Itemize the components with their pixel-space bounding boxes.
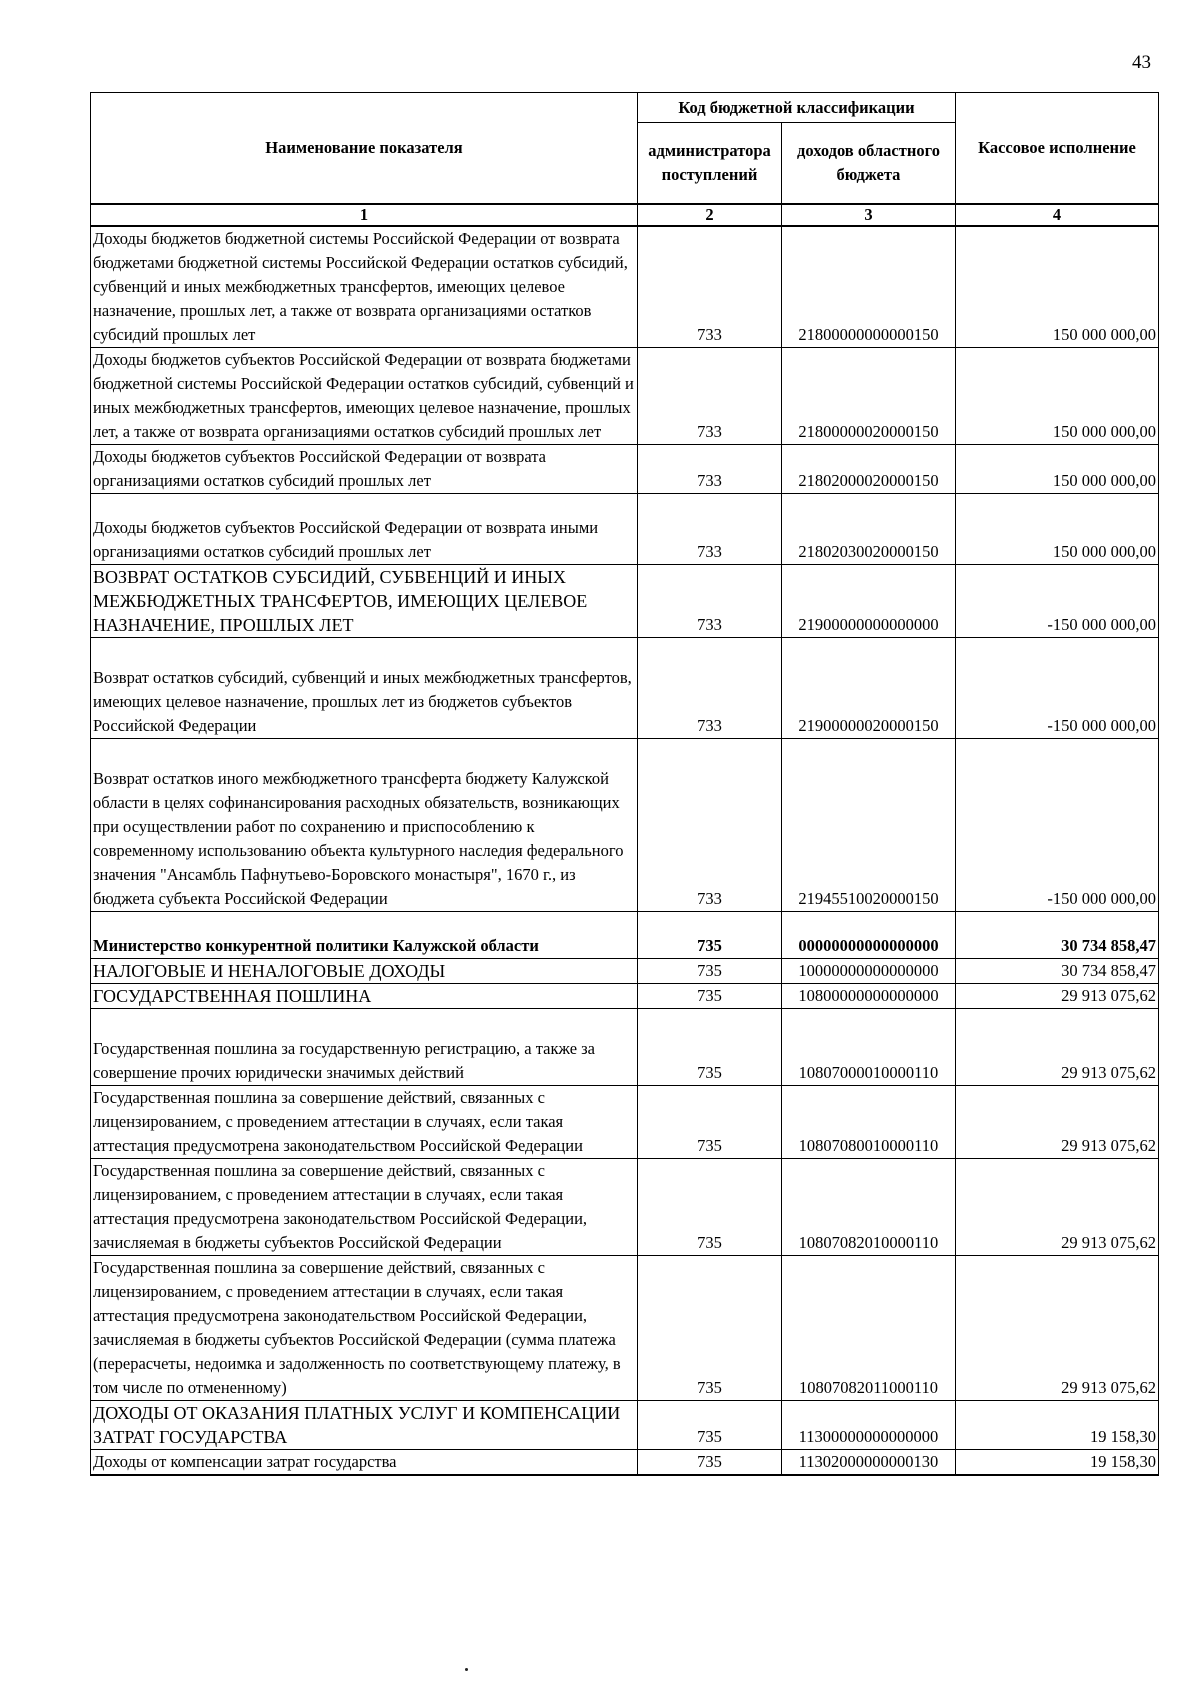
row-name: Возврат остатков иного межбюджетного трансферта бюджету Калужской области в целях софинансирования расходных обязательств, возникающих при осуществлении работ по сохранению и приспособлению к современному использованию объекта культурного наследия федерального значения "Ансамбль Пафнутьево-Боровского монастыря", 1670 г., из бюджета субъекта Российской Федерации	[91, 739, 638, 912]
table-row	[91, 494, 1159, 565]
row-income-code: 21900000000000000	[782, 565, 956, 638]
row-income-code: 10807082010000110	[782, 1159, 956, 1256]
row-admin-code: 733	[638, 565, 782, 638]
row-amount: -150 000 000,00	[956, 565, 1159, 638]
page-number: 43	[1132, 52, 1151, 73]
row-admin-code: 735	[638, 1256, 782, 1401]
row-name: Государственная пошлина за совершение действий, связанных с лицензированием, с проведением аттестации в случаях, если такая аттестация предусмотрена законодательством Российской Федерации	[91, 1086, 638, 1159]
row-name: Доходы бюджетов субъектов Российской Федерации от возврата бюджетами бюджетной системы Российской Федерации остатков субсидий, субвенций и иных межбюджетных трансфертов, имеющих целевое назначение, прошлых лет, а также от возврата организациями остатков субсидий прошлых лет	[91, 348, 638, 445]
row-amount: 29 913 075,62	[956, 1009, 1159, 1086]
row-name: Государственная пошлина за совершение действий, связанных с лицензированием, с проведением аттестации в случаях, если такая аттестация предусмотрена законодательством Российской Федерации, зачисляемая в бюджеты субъектов Российской Федерации (сумма платежа (перерасчеты, недоимка и задолженность по соответствующему платежу, в том числе по отмененному)	[91, 1256, 638, 1401]
row-income-code: 00000000000000000	[782, 912, 956, 959]
row-income-code: 21800000000000150	[782, 226, 956, 348]
row-amount: 150 000 000,00	[956, 226, 1159, 348]
table-row	[91, 445, 1159, 494]
row-amount: 150 000 000,00	[956, 494, 1159, 565]
row-admin-code: 735	[638, 1009, 782, 1086]
table-row	[91, 1256, 1159, 1401]
row-amount: 30 734 858,47	[956, 959, 1159, 984]
row-name: ВОЗВРАТ ОСТАТКОВ СУБСИДИЙ, СУБВЕНЦИЙ И ИНЫХ МЕЖБЮДЖЕТНЫХ ТРАНСФЕРТОВ, ИМЕЮЩИХ ЦЕЛЕВОЕ НАЗНАЧЕНИЕ, ПРОШЛЫХ ЛЕТ	[91, 565, 638, 638]
row-income-code: 21900000020000150	[782, 638, 956, 739]
column-number-4: 4	[956, 204, 1159, 226]
table-row	[91, 1086, 1159, 1159]
row-admin-code: 733	[638, 348, 782, 445]
row-name: Доходы бюджетов субъектов Российской Федерации от возврата организациями остатков субсидий прошлых лет	[91, 445, 638, 494]
table-header	[91, 93, 1159, 227]
row-name: Государственная пошлина за совершение действий, связанных с лицензированием, с проведением аттестации в случаях, если такая аттестация предусмотрена законодательством Российской Федерации, зачисляемая в бюджеты субъектов Российской Федерации	[91, 1159, 638, 1256]
row-income-code: 11300000000000000	[782, 1401, 956, 1450]
row-admin-code: 735	[638, 959, 782, 984]
row-income-code: 11302000000000130	[782, 1450, 956, 1476]
header-code-group: Код бюджетной классификации	[638, 93, 956, 123]
table-row	[91, 1159, 1159, 1256]
row-income-code: 10800000000000000	[782, 984, 956, 1009]
row-admin-code: 733	[638, 226, 782, 348]
row-amount: -150 000 000,00	[956, 638, 1159, 739]
scan-speck	[465, 1668, 468, 1671]
header-cash-execution: Кассовое исполнение	[956, 93, 1159, 205]
table-row	[91, 1450, 1159, 1476]
row-income-code: 10807080010000110	[782, 1086, 956, 1159]
row-admin-code: 733	[638, 445, 782, 494]
row-income-code: 10000000000000000	[782, 959, 956, 984]
row-admin-code: 733	[638, 638, 782, 739]
table-row	[91, 959, 1159, 984]
row-admin-code: 735	[638, 984, 782, 1009]
row-amount: 29 913 075,62	[956, 984, 1159, 1009]
header-indicator-name: Наименование показателя	[91, 93, 638, 205]
table-row	[91, 1009, 1159, 1086]
row-name: Доходы бюджетов бюджетной системы Российской Федерации от возврата бюджетами бюджетной системы Российской Федерации остатков субсидий, субвенций и иных межбюджетных трансфертов, имеющих целевое назначение, прошлых лет, а также от возврата организациями остатков субсидий прошлых лет	[91, 226, 638, 348]
column-number-3: 3	[782, 204, 956, 226]
row-amount: 19 158,30	[956, 1450, 1159, 1476]
row-income-code: 21945510020000150	[782, 739, 956, 912]
row-admin-code: 735	[638, 1450, 782, 1476]
column-number-1: 1	[91, 204, 638, 226]
row-amount: 19 158,30	[956, 1401, 1159, 1450]
row-admin-code: 735	[638, 912, 782, 959]
table-row	[91, 348, 1159, 445]
table-row	[91, 739, 1159, 912]
row-income-code: 21802030020000150	[782, 494, 956, 565]
table-row	[91, 1401, 1159, 1450]
table-row	[91, 912, 1159, 959]
table-row	[91, 638, 1159, 739]
row-name: Государственная пошлина за государственную регистрацию, а также за совершение прочих юридически значимых действий	[91, 1009, 638, 1086]
row-amount: 29 913 075,62	[956, 1086, 1159, 1159]
budget-report-table	[90, 92, 1159, 1476]
table-body	[91, 226, 1159, 1475]
row-amount: 150 000 000,00	[956, 445, 1159, 494]
row-name: Доходы бюджетов субъектов Российской Федерации от возврата иными организациями остатков субсидий прошлых лет	[91, 494, 638, 565]
table-row	[91, 226, 1159, 348]
row-admin-code: 733	[638, 739, 782, 912]
column-number-2: 2	[638, 204, 782, 226]
header-admin: администратора поступлений	[638, 123, 782, 205]
row-amount: 29 913 075,62	[956, 1256, 1159, 1401]
row-income-code: 10807000010000110	[782, 1009, 956, 1086]
row-name: НАЛОГОВЫЕ И НЕНАЛОГОВЫЕ ДОХОДЫ	[91, 959, 638, 984]
row-amount: 150 000 000,00	[956, 348, 1159, 445]
row-name: ДОХОДЫ ОТ ОКАЗАНИЯ ПЛАТНЫХ УСЛУГ И КОМПЕНСАЦИИ ЗАТРАТ ГОСУДАРСТВА	[91, 1401, 638, 1450]
row-income-code: 21800000020000150	[782, 348, 956, 445]
row-admin-code: 735	[638, 1086, 782, 1159]
row-amount: 29 913 075,62	[956, 1159, 1159, 1256]
table-row	[91, 565, 1159, 638]
row-name: ГОСУДАРСТВЕННАЯ ПОШЛИНА	[91, 984, 638, 1009]
row-name: Доходы от компенсации затрат государства	[91, 1450, 638, 1476]
row-admin-code: 733	[638, 494, 782, 565]
row-income-code: 21802000020000150	[782, 445, 956, 494]
row-admin-code: 735	[638, 1159, 782, 1256]
table-row	[91, 984, 1159, 1009]
header-income-code: доходов областного бюджета	[782, 123, 956, 205]
row-name: Возврат остатков субсидий, субвенций и иных межбюджетных трансфертов, имеющих целевое назначение, прошлых лет из бюджетов субъектов Российской Федерации	[91, 638, 638, 739]
column-number-row	[91, 204, 1159, 226]
row-amount: 30 734 858,47	[956, 912, 1159, 959]
row-name: Министерство конкурентной политики Калужской области	[91, 912, 638, 959]
row-amount: -150 000 000,00	[956, 739, 1159, 912]
row-admin-code: 735	[638, 1401, 782, 1450]
row-income-code: 10807082011000110	[782, 1256, 956, 1401]
